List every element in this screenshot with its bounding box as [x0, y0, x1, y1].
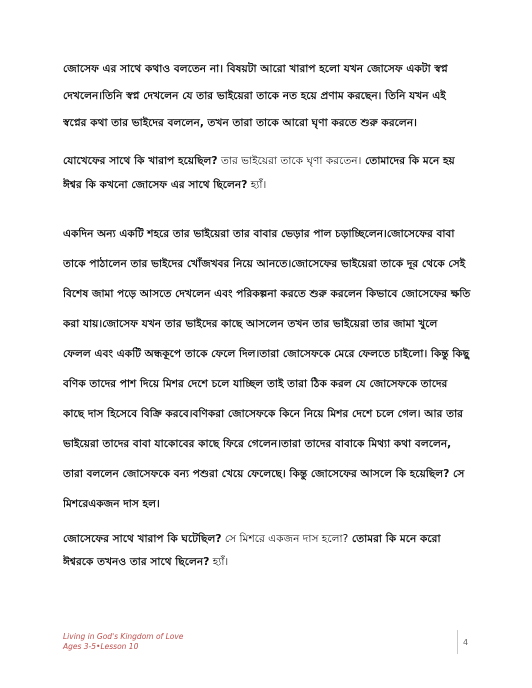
- bullet-question: জোসেফের সাথে খারাপ কি ঘটেছিল?: [63, 533, 222, 545]
- bullet-question: তোমাদের কি মনে হয়: [361, 155, 455, 167]
- footer-title: Living in God's Kingdom of Love: [63, 632, 184, 641]
- bullet-line: [63, 178, 483, 192]
- bullet-line: [63, 532, 483, 546]
- page-content: [63, 62, 483, 578]
- paragraph-line: কাছে দাস হিসেবে বিক্রি করবে।বণিকরা জোসেফকে কিনে নিয়ে মিশর দেশে চলে গেল। আর তার: [63, 408, 463, 420]
- paragraph-line: তারা বললেন জোসেফকে বন্য পশুরা খেয়ে ফেলেছে। কিন্তু জোসেফের আসলে কি হয়েছিল? সে: [63, 468, 465, 480]
- bullet-question: ঈশ্বর কি কখনো জোসেফ এর সাথে ছিলেন?: [63, 179, 248, 191]
- bullet-3: [63, 532, 483, 569]
- bullet-answer: সে মিশরে একজন দাস হলো?: [221, 533, 349, 545]
- paragraph-line: দেখলেন।তিনি স্বপ্ন দেখলেন যে তার ভাইয়েরা তাকে নত হয়ে প্রণাম করছেন। তিনি যখন এই: [63, 90, 446, 102]
- paragraph-line-text: একদিন অন্য একটি শহরে তার ভাইয়েরা তার বাবার ভেড়ার পাল চড়াচ্ছিলেন।জোসেফের বাবা: [63, 228, 455, 240]
- bullet-question: তোমরা কি মনে করো: [348, 533, 441, 545]
- footer-divider: [457, 630, 458, 654]
- bullet-answer: হ্যাঁ।: [247, 179, 267, 191]
- paragraph-line: তাকে পাঠালেন তার ভাইদের খোঁজখবর নিয়ে আনতে।জোসেফের ভাইয়েরা তাকে দূর থেকে সেই: [63, 258, 466, 270]
- bullet-2: [63, 227, 483, 511]
- paragraph-line: জোসেফ এর সাথে কথাও বলতেন না। বিষয়টা আরো খারাপ হলো যখন জোসেফ একটা স্বপ্ন: [63, 63, 448, 75]
- bullet-question: ঈশ্বরকে তখনও তার সাথে ছিলেন?: [63, 556, 210, 568]
- paragraph-line: [63, 227, 483, 241]
- paragraph-line: বণিক তাদের পাশ দিয়ে মিশর দেশে চলে যাচ্ছিল তাই তারা ঠিক করল যে জোসেফকে তাদের: [63, 378, 448, 390]
- paragraph-line: করা যায়।জোসেফ যখন তার ভাইদের কাছে আসলেন তখন তার ভাইয়েরা তার জামা খুলে: [63, 318, 438, 330]
- bullet-line: [63, 555, 483, 569]
- footer: [63, 632, 183, 652]
- paragraph-line: ফেলল এবং একটি অন্ধকূপে তাকে ফেলে দিল।তারা জোসেফকে মেরে ফেলতে চাইলো। কিন্তু কিছু: [63, 348, 470, 360]
- bullet-question: যোখেফের সাথে কি খারাপ হয়েছিল?: [63, 155, 218, 167]
- paragraph-line: ভাইয়েরা তাদের বাবা যাকোবের কাছে ফিরে গেলেন।তারা তাদের বাবাকে মিথ্যা কথা বললেন,: [63, 438, 452, 450]
- footer-lesson: Ages 3-5•Lesson 10: [63, 642, 139, 651]
- paragraph-line: স্বপ্নের কথা তার ভাইদের বললেন, তখন তারা তাকে আরো ঘৃণা করতে শুরু করলেন।: [63, 117, 417, 129]
- paragraph-1: [63, 62, 483, 130]
- bullet-answer: তার ভাইয়েরা তাকে ঘৃণা করতেন।: [217, 155, 362, 167]
- bullet-1: [63, 154, 483, 192]
- bullet-answer: হ্যাঁ।: [209, 556, 229, 568]
- paragraph-line: মিশরেএকজন দাস হল।: [63, 498, 160, 510]
- paragraph-line: বিশেষ জামা পড়ে আসতে দেখলেন এবং পরিকল্পনা করতে শুরু করলেন কিভাবে জোসেফের ক্ষতি: [63, 288, 471, 300]
- page-number: 4: [463, 638, 469, 647]
- bullet-line: [63, 154, 483, 168]
